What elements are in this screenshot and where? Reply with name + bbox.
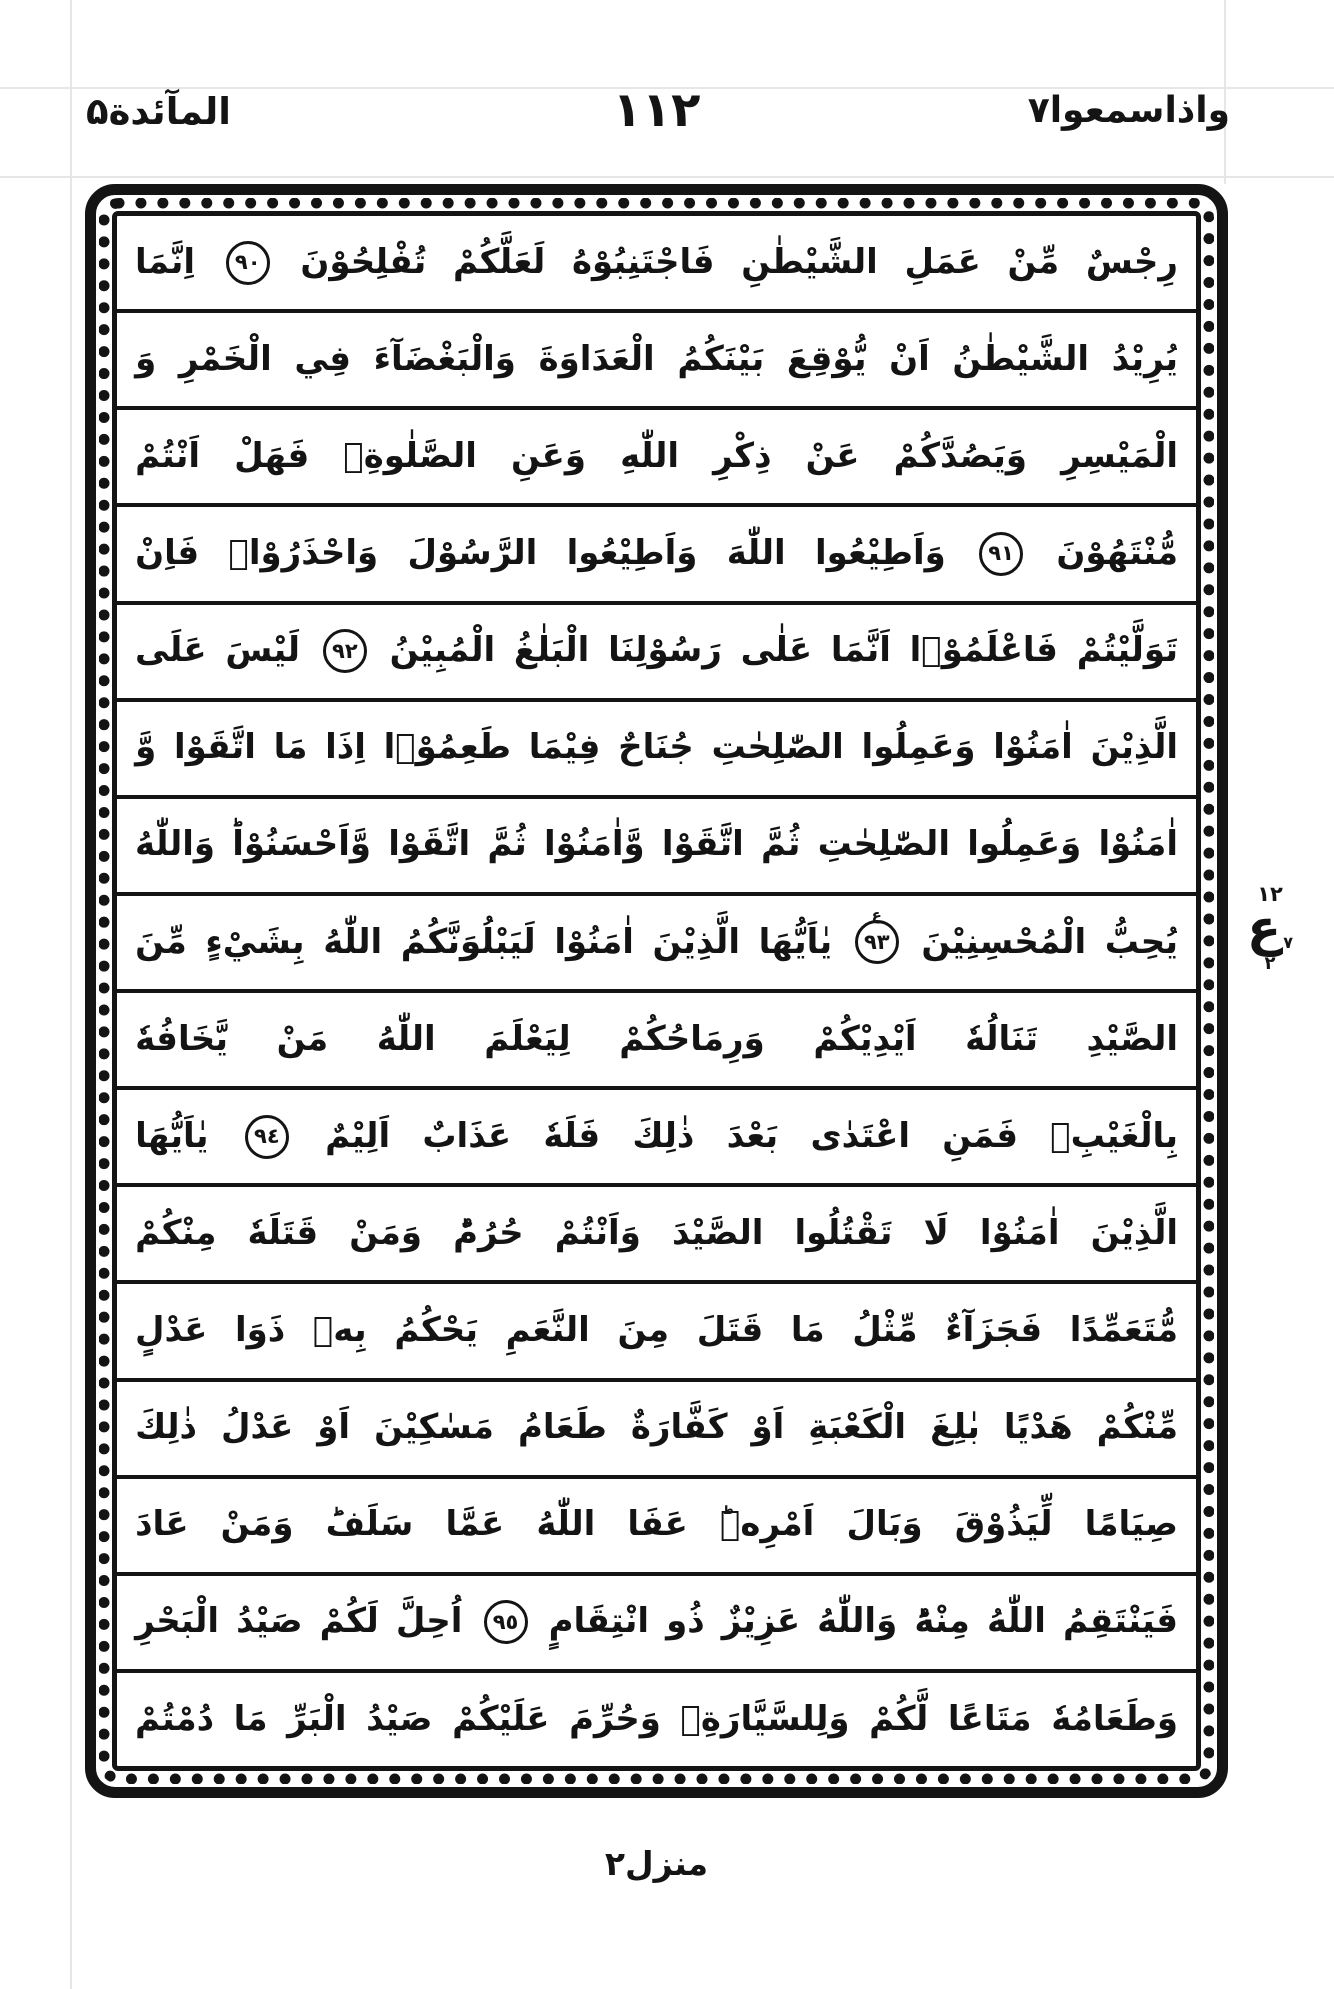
quran-line (117, 410, 1196, 507)
quran-word: اَنَّمَا (830, 630, 891, 671)
scan-artifact-line (0, 176, 1334, 178)
quran-word: الَّذِيْنَ (1090, 727, 1178, 768)
quran-word: اٰمَنُوْا (554, 921, 634, 962)
quran-word: اَوْ (751, 1407, 785, 1448)
ruku-ayah-count: ٧ (1283, 932, 1293, 952)
quran-word: اَمْرِهٖؕ (720, 1504, 815, 1545)
quran-word: الْبَحْرِ (135, 1601, 220, 1642)
quran-word: سَلَفَؕ (325, 1504, 414, 1545)
quran-word: فَاِنْ (135, 533, 200, 574)
quran-word: مِّنْ (1007, 241, 1060, 282)
quran-word: الرَّسُوْلَ (407, 533, 538, 574)
verse-number-badge (245, 1115, 289, 1159)
quran-word: اٰمَنُوْا (1098, 824, 1178, 865)
quran-word: عَدْلُ (220, 1407, 294, 1448)
quran-word: وَعَمِلُوا (967, 824, 1082, 865)
quran-word: تُفْلِحُوْنَ (300, 241, 427, 282)
quran-word: فَهَلْ (234, 435, 310, 476)
quran-word: مِنَ (617, 1310, 670, 1351)
quran-word: طَعَامُ (517, 1407, 607, 1448)
verse-number: ٩٢ (332, 638, 358, 663)
quran-word: اٰمَنُوْا (979, 1212, 1060, 1253)
quran-word: الْكَعْبَةِ (808, 1407, 907, 1448)
quran-word: فَجَزَآءٌ (945, 1310, 1043, 1351)
quran-word: الْمُحْسِنِيْنَ (921, 921, 1087, 962)
quran-word: اٰمَنُوْا (993, 727, 1073, 768)
verse-number-badge (979, 532, 1023, 576)
quran-word: اَنْ (889, 338, 930, 379)
quran-word: وَبَالَ (846, 1504, 923, 1545)
quran-word: بٰلِغَ (930, 1407, 980, 1448)
verse-number-badge (484, 1600, 528, 1644)
quran-word: تَنَالُهٗ (965, 1018, 1038, 1059)
quran-word: حُرُمٌؕ (453, 1212, 524, 1253)
quran-line (117, 313, 1196, 410)
quran-word: هَدْيًا (1003, 1407, 1073, 1448)
verse-number-badge (226, 241, 270, 285)
quran-word: ثُمَّ (761, 824, 801, 865)
verse-number-badge (323, 629, 367, 673)
quran-word: اعْتَدٰى (810, 1115, 911, 1156)
quran-word: الصَّلٰوةِۚ (343, 435, 477, 476)
quran-word: ذَوَا (235, 1310, 286, 1351)
quran-word: عَنْ (805, 435, 860, 476)
manzil-label: منزل٢ (604, 1844, 709, 1883)
quran-word: لَا (923, 1212, 949, 1253)
quran-word: اتَّقَوْا (388, 824, 471, 865)
quran-word: يَحْكُمُ (394, 1310, 479, 1351)
quran-word: مَا (790, 1310, 825, 1351)
quran-word: بِشَيْءٍ (205, 921, 305, 962)
quran-word: فَلَهٗ (543, 1115, 601, 1156)
quran-word: اَيْدِيْكُمْ (813, 1018, 917, 1059)
quran-word: عَمَلِ (904, 241, 981, 282)
quran-word: اللّٰهُ (536, 1504, 596, 1545)
quran-word: وَاَنْتُمْ (554, 1212, 641, 1253)
quran-word: الصَّيْدِ (1086, 1018, 1178, 1059)
quran-word: ذِكْرِ (713, 435, 772, 476)
quran-word: لِيَعْلَمَ (484, 1018, 571, 1059)
quran-word: الَّذِيْنَ (652, 921, 740, 962)
quran-word: فَاعْلَمُوْۤا (909, 630, 1058, 671)
quran-word: تَوَلَّيْتُمْ (1076, 630, 1178, 671)
quran-page-frame (85, 184, 1228, 1798)
scan-artifact-line (70, 0, 72, 1989)
quran-word: ذٰلِكَ (135, 1407, 197, 1448)
quran-word: مُّتَعَمِّدًا (1069, 1310, 1178, 1351)
quran-word: دُمْتُمْ (135, 1698, 215, 1739)
quran-word: مِنْكُمْ (135, 1212, 217, 1253)
quran-word: فِيْمَا (528, 727, 601, 768)
ruku-end-mark: ع (871, 906, 882, 925)
quran-word: لَكُمْ (319, 1601, 379, 1642)
quran-word: الشَّيْطٰنِ (741, 241, 878, 282)
quran-word: طَعِمُوْۤا (383, 727, 511, 768)
quran-word: لَيْسَ (225, 630, 301, 671)
quran-word: وَاللّٰهُ (135, 824, 216, 865)
quran-word: وَعَمِلُوا (861, 727, 976, 768)
quran-word: انْتِقَامٍ (548, 1601, 650, 1642)
quran-word: فَيَنْتَقِمُ (1062, 1601, 1178, 1642)
quran-word: وَاللّٰهُ (817, 1601, 898, 1642)
quran-word: يُّوْقِعَ (786, 338, 867, 379)
quran-word: رِجْسٌ (1085, 241, 1178, 282)
quran-word: اللّٰهَ (726, 533, 786, 574)
quran-word: لَّكُمْ (869, 1698, 929, 1739)
quran-word: رَسُوْلِنَا (608, 630, 722, 671)
quran-word: الَّذِيْنَ (1090, 1212, 1178, 1253)
quran-word: وَعَنِ (511, 435, 586, 476)
quran-word: مَا (233, 1698, 268, 1739)
beaded-ornament-border (99, 198, 1214, 1784)
quran-word: عَزِيْزٌ (721, 1601, 801, 1642)
quran-line (117, 896, 1196, 993)
quran-word: مِّنَ (135, 921, 187, 962)
quran-word: النَّعَمِ (505, 1310, 590, 1351)
quran-word: اُحِلَّ (395, 1601, 463, 1642)
quran-word: بَيْنَكُمُ (677, 338, 765, 379)
quran-word: عَلٰى (740, 630, 813, 671)
quran-word: مَتَاعًا (947, 1698, 1032, 1739)
verse-number: ٩٥ (492, 1609, 519, 1634)
quran-word: بَعْدَ (726, 1115, 779, 1156)
quran-word: قَتَلَهٗ (247, 1212, 319, 1253)
quran-word: وَالْبَغْضَآءَ (373, 338, 516, 379)
quran-word: عَلَيْكُمْ (452, 1698, 550, 1739)
quran-word: الْمُبِيْنُ (389, 630, 496, 671)
quran-word: وَاحْذَرُوْاۚ (228, 533, 379, 574)
verse-number: ٩٣ (863, 929, 890, 954)
quran-word: مِّنْكُمْ (1096, 1407, 1178, 1448)
quran-word: الصّٰلِحٰتِ (711, 727, 844, 768)
quran-word: يُحِبُّ (1104, 921, 1178, 962)
quran-word: الْبَرِّ (287, 1698, 347, 1739)
quran-word: لِّيَذُوْقَ (954, 1504, 1053, 1545)
quran-word: عَادَ (135, 1504, 189, 1545)
quran-word: مَنْ (276, 1018, 329, 1059)
quran-line (117, 507, 1196, 604)
quran-word: فِي (294, 338, 352, 379)
quran-word: اِذَا (325, 727, 366, 768)
surah-name-label: المآئدة۵ (86, 90, 231, 133)
quran-word: تَقْتُلُوا (794, 1212, 893, 1253)
quran-word: وَيَصُدَّكُمْ (893, 435, 1028, 476)
quran-word: اتَّقَوْا (173, 727, 256, 768)
quran-line (117, 993, 1196, 1090)
quran-word: لَعَلَّكُمْ (453, 241, 546, 282)
quran-word: وَّاٰمَنُوْا (544, 824, 645, 865)
quran-word: ثُمَّ (487, 824, 527, 865)
quran-word: يٰاَيُّهَا (758, 921, 833, 962)
ruku-number: ١٢ (1257, 882, 1283, 906)
quran-word: وَّ (135, 727, 157, 768)
quran-word: جُنَاحٌ (618, 727, 694, 768)
quran-word: لَيَبْلُوَنَّكُمُ (400, 921, 536, 962)
quran-word: عَذَابٌ (422, 1115, 512, 1156)
juz-name-label: واذاسمعوا۷ (1027, 90, 1230, 131)
verse-number: ٩١ (988, 541, 1014, 566)
quran-word: الْمَيْسِرِ (1061, 435, 1178, 476)
quran-word: وَمَنْ (220, 1504, 294, 1545)
quran-word: وَاَطِيْعُوا (814, 533, 946, 574)
quran-word: اَنْتُمْ (135, 435, 201, 476)
quran-word: اتَّقَوْا (661, 824, 744, 865)
quran-word: الشَّيْطٰنُ (952, 338, 1090, 379)
quran-word: ذٰلِكَ (632, 1115, 695, 1156)
quran-line (117, 702, 1196, 799)
quran-word: وَطَعَامُهٗ (1051, 1698, 1178, 1739)
quran-line (117, 799, 1196, 896)
verse-number: ٩٠ (234, 250, 261, 275)
quran-line (117, 1479, 1196, 1576)
quran-line (117, 1284, 1196, 1381)
quran-word: وَاَطِيْعُوا (566, 533, 698, 574)
quran-word: وَحُرِّمَ (569, 1698, 661, 1739)
quran-word: الصَّيْدَ (671, 1212, 764, 1253)
quran-word: وَلِلسَّيَّارَةِۚ (680, 1698, 850, 1739)
quran-word: مَا (273, 727, 308, 768)
quran-lines (112, 211, 1201, 1771)
quran-line (117, 1090, 1196, 1187)
quran-word: اَوْ (317, 1407, 351, 1448)
quran-word: الْبَلٰغُ (513, 630, 590, 671)
quran-word: الْعَدَاوَةَ (538, 338, 655, 379)
quran-word: صَيْدُ (236, 1601, 303, 1642)
quran-word: الْخَمْرِ (178, 338, 272, 379)
quran-word: مِنْهُؕ (914, 1601, 970, 1642)
quran-word: فَمَنِ (942, 1115, 1018, 1156)
quran-word: اللّٰهِ (620, 435, 680, 476)
quran-word: عَمَّا (445, 1504, 505, 1545)
quran-word: مُّنْتَهُوْنَ (1056, 533, 1178, 574)
quran-line (117, 1576, 1196, 1673)
quran-word: ذُو (666, 1601, 705, 1642)
page-number: ١١٢ (612, 82, 701, 138)
verse-number: ٩٤ (254, 1124, 280, 1149)
para-ruku-number: ٢ (1264, 952, 1276, 974)
quran-line (117, 1673, 1196, 1766)
quran-word: مِّثْلُ (852, 1310, 918, 1351)
outer-border (85, 184, 1228, 1798)
quran-word: صَيْدُ (366, 1698, 433, 1739)
quran-word: بِالْغَيْبِۚ (1050, 1115, 1178, 1156)
ruku-margin-marker (1232, 884, 1308, 973)
quran-word: يَّخَافُهٗ (135, 1018, 228, 1059)
quran-line (117, 605, 1196, 702)
quran-word: عَفَا (627, 1504, 688, 1545)
quran-word: وَ (135, 338, 157, 379)
quran-word: وَرِمَاحُكُمْ (619, 1018, 765, 1059)
quran-word: كَفَّارَةٌ (630, 1407, 728, 1448)
quran-word: بِهٖ (312, 1310, 367, 1351)
ain-ruku-icon: ع (1247, 899, 1282, 957)
quran-line (117, 216, 1196, 313)
quran-word: اللّٰهُ (323, 921, 383, 962)
quran-word: صِيَامًا (1084, 1504, 1178, 1545)
quran-word: وَمَنْ (349, 1212, 423, 1253)
quran-word: فَاجْتَنِبُوْهُ (571, 241, 715, 282)
quran-word: اللّٰهُ (376, 1018, 436, 1059)
quran-word: يُرِيْدُ (1111, 338, 1178, 379)
quran-word: اَلِيْمٌ (325, 1115, 391, 1156)
quran-word: اِنَّمَا (135, 241, 196, 282)
quran-word: عَلَى (135, 630, 207, 671)
quran-word: مَسٰكِيْنَ (374, 1407, 494, 1448)
quran-word: عَدْلٍ (135, 1310, 208, 1351)
verse-number-badge (855, 906, 899, 964)
quran-word: قَتَلَ (696, 1310, 764, 1351)
quran-word: الصّٰلِحٰتِ (817, 824, 950, 865)
quran-word: يٰاَيُّهَا (135, 1115, 209, 1156)
quran-word: وَّاَحْسَنُوْاؕ (232, 824, 372, 865)
quran-word: اللّٰهُ (986, 1601, 1046, 1642)
quran-line (117, 1382, 1196, 1479)
quran-line (117, 1187, 1196, 1284)
